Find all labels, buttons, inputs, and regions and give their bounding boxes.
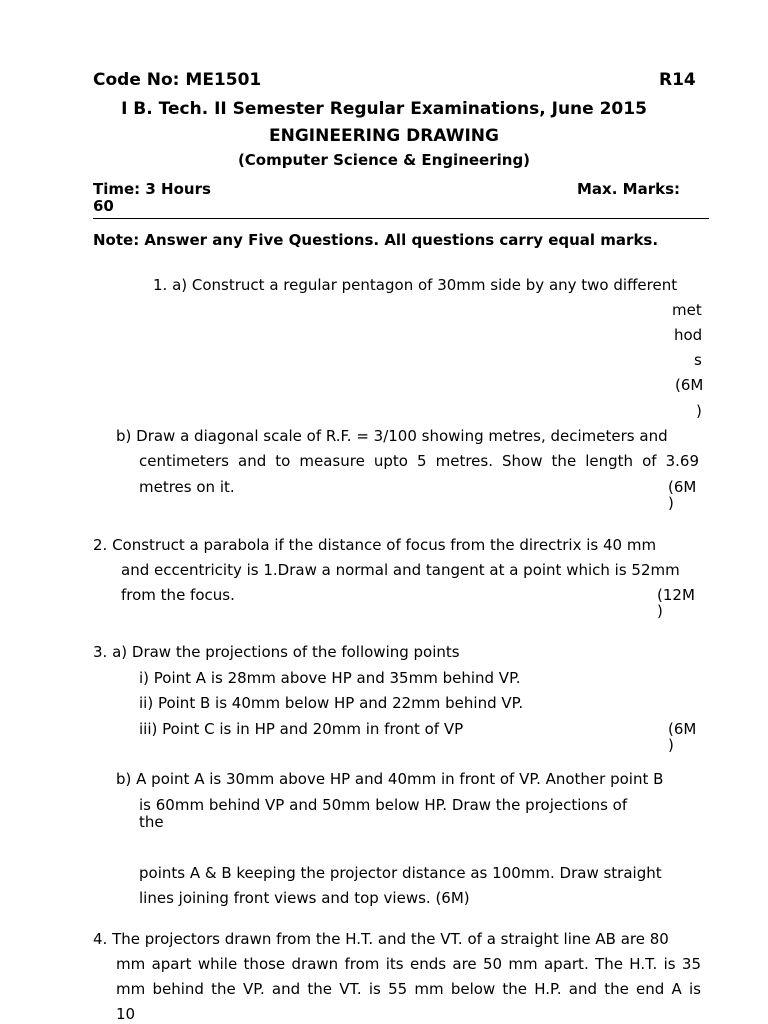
max-marks-label: Max. Marks: [577,180,680,198]
q1b-marks [668,479,696,511]
q1a-marks: ) [696,402,702,420]
q1a-fragment: met [672,301,702,319]
q4-text: 10 [116,1005,136,1023]
q1b-text: metres on it. [139,478,235,496]
q3a-item: ii) Point B is 40mm below HP and 22mm behind VP. [139,694,524,712]
q2-text: from the focus. [121,586,235,604]
max-marks-value: 60 [93,197,114,215]
q4-text: mm behind the VP. and the VT. is 55 mm below the H.P. and the end A is [116,980,701,998]
q3a-item: iii) Point C is in HP and 20mm in front of VP [139,720,464,738]
q1b-text: centimeters and to measure upto 5 metres. Show the length of 3.69 [139,452,699,470]
q3a-text: 3. a) Draw the projections of the following points [93,643,460,661]
q3a-marks-part: (6M [668,720,697,738]
q2-marks [657,587,695,619]
q1b-text: b) Draw a diagonal scale of R.F. = 3/100 showing metres, decimeters and [116,427,668,445]
q3b-text: b) A point A is 30mm above HP and 40mm in front of VP. Another point B [116,770,664,788]
q2-text: 2. Construct a parabola if the distance of focus from the directrix is 40 mm [93,536,657,554]
q3b-text: the [139,813,164,831]
q3a-item: i) Point A is 28mm above HP and 35mm behind VP. [139,669,521,687]
header-divider [93,218,709,219]
q3b-text: lines joining front views and top views. (6M) [139,889,470,907]
q3b-text: is 60mm behind VP and 50mm below HP. Draw the projections of [139,796,628,814]
instructions-note: Note: Answer any Five Questions. All questions carry equal marks. [93,231,659,249]
q3a-marks-part: ) [668,736,674,754]
q3a-marks [668,721,696,753]
q2-marks-part: ) [657,602,663,620]
q1a-fragment: hod [674,326,703,344]
q1a-fragment: s [694,351,702,369]
code-number: Code No: ME1501 [93,70,262,90]
exam-time: Time: 3 Hours [93,180,211,198]
branch-title: (Computer Science & Engineering) [237,151,531,169]
q4-text: 4. The projectors drawn from the H.T. and the VT. of a straight line AB are 80 [93,930,669,948]
q1a-marks: (6M [675,376,704,394]
q2-marks-part: (12M [657,586,695,604]
regulation-code: R14 [659,70,696,90]
q1b-marks-part: ) [668,494,674,512]
q3b-text: points A & B keeping the projector distance as 100mm. Draw straight [139,864,662,882]
exam-title: I B. Tech. II Semester Regular Examinations, June 2015 [121,99,647,119]
q2-text: and eccentricity is 1.Draw a normal and tangent at a point which is 52mm [121,561,680,579]
q1a-text: 1. a) Construct a regular pentagon of 30mm side by any two different [153,276,678,294]
q1b-marks-part: (6M [668,478,697,496]
q4-text: mm apart while those drawn from its ends are 50 mm apart. The H.T. is 35 [116,955,701,973]
subject-title: ENGINEERING DRAWING [269,126,499,146]
